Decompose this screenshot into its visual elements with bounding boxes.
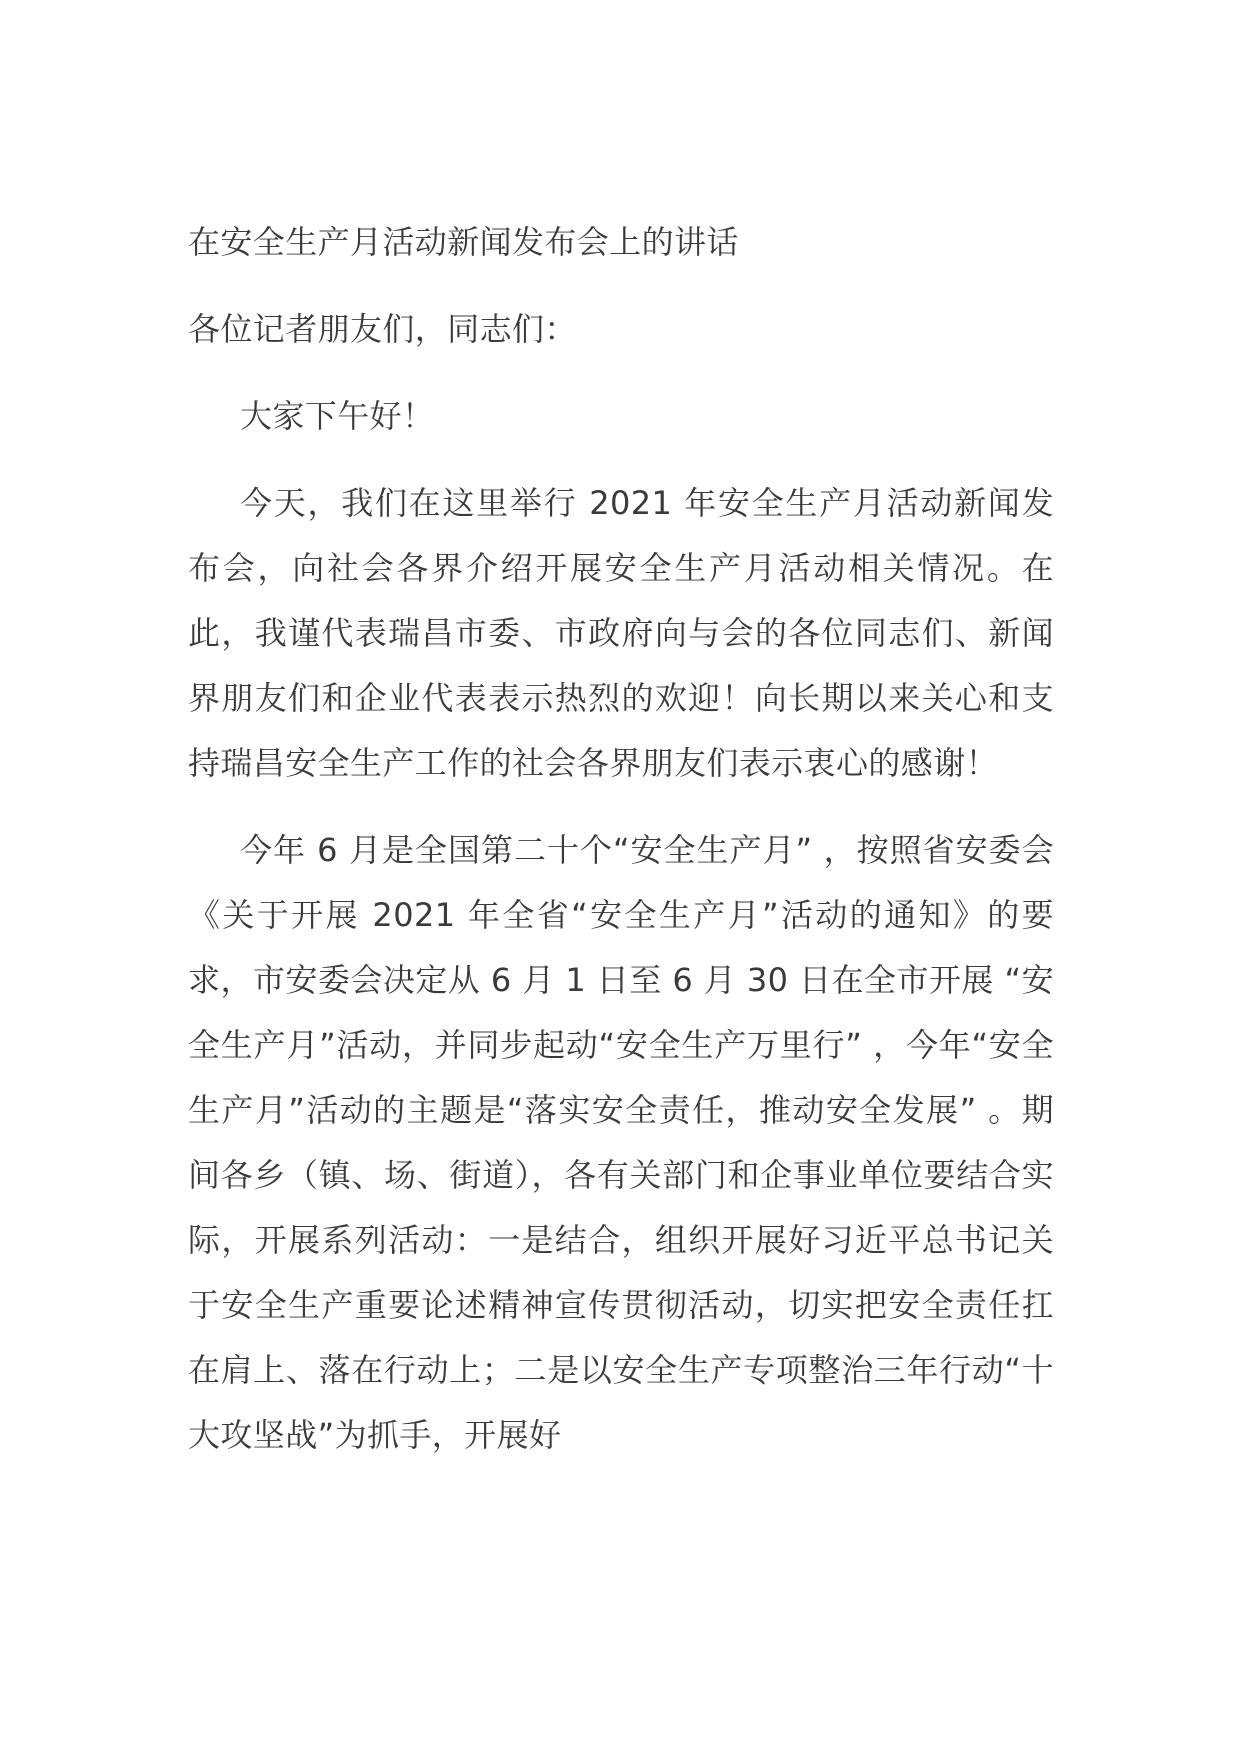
document-title: 在安全生产月活动新闻发布会上的讲话	[188, 223, 739, 261]
document-body	[188, 210, 1054, 1490]
paragraph-welcome: 今天，我们在这里举行 2021 年安全生产月活动新闻发布会，向社会各界介绍开展安全生产月活动相关情况。在此，我谨代表瑞昌市委、市政府向与会的各位同志们、新闻界朋友们和企业代表表示热烈的欢迎！向长期以来关心和支持瑞昌安全生产工作的社会各界朋友们表示衷心的感谢！	[188, 484, 1054, 782]
greeting: 大家下午好！	[240, 397, 435, 435]
paragraph-safety-month: 今年 6 月是全国第二十个“安全生产月” ，按照省安委会《关于开展 2021 年全省“安全生产月”活动的通知》的要求，市安委会决定从 6 月 1 日至 6 月 30 日在全市开展 “安全生产月”活动，并同步起动“安全生产万里行” ，今年“安全生产月”活动的主题是“落实安全责任，推动安全发展” 。期间各乡（镇、场、街道），各有关部门和企事业单位要结合实际，开展系列活动：一是结合，组织开展好习近平总书记关于安全生产重要论述精神宣传贯彻活动，切实把安全责任扛在肩上、落在行动上；二是以安全生产专项整治三年行动“十大攻坚战”为抓手，开展好	[188, 831, 1054, 1454]
salutation: 各位记者朋友们，同志们：	[188, 310, 577, 348]
